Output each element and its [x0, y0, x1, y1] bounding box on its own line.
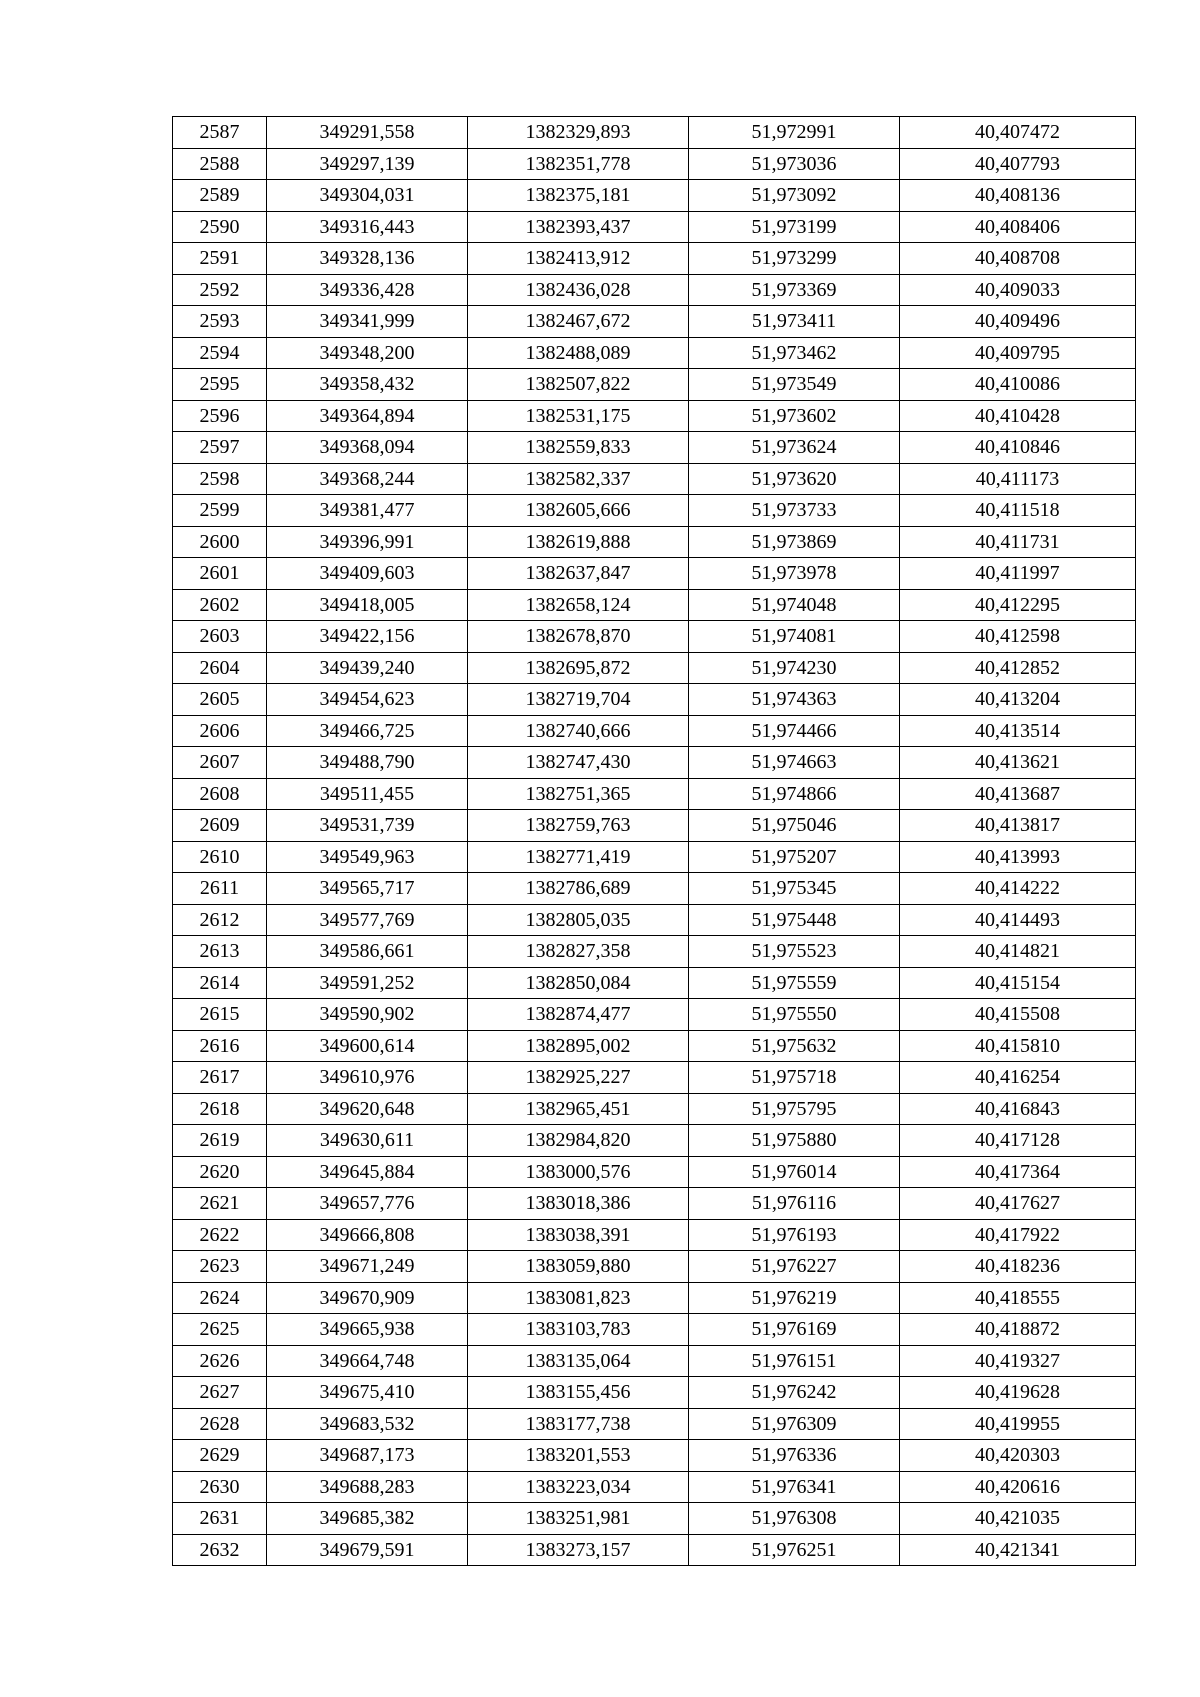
longitude-cell: 40,411731: [900, 526, 1136, 558]
table-row: [173, 369, 1136, 401]
point-number-cell: 2610: [173, 841, 267, 873]
y-coordinate-cell: 1382850,084: [468, 967, 689, 999]
table-row: [173, 180, 1136, 212]
latitude-cell: 51,976193: [689, 1219, 900, 1251]
table-row: [173, 778, 1136, 810]
latitude-cell: 51,973411: [689, 306, 900, 338]
point-number-cell: 2605: [173, 684, 267, 716]
latitude-cell: 51,973299: [689, 243, 900, 275]
y-coordinate-cell: 1382637,847: [468, 558, 689, 590]
table-row: [173, 495, 1136, 527]
point-number-cell: 2620: [173, 1156, 267, 1188]
y-coordinate-cell: 1382965,451: [468, 1093, 689, 1125]
longitude-cell: 40,415508: [900, 999, 1136, 1031]
y-coordinate-cell: 1382436,028: [468, 274, 689, 306]
longitude-cell: 40,414222: [900, 873, 1136, 905]
table-row: [173, 1125, 1136, 1157]
point-number-cell: 2609: [173, 810, 267, 842]
latitude-cell: 51,975718: [689, 1062, 900, 1094]
x-coordinate-cell: 349381,477: [267, 495, 468, 527]
y-coordinate-cell: 1382827,358: [468, 936, 689, 968]
latitude-cell: 51,976169: [689, 1314, 900, 1346]
longitude-cell: 40,409033: [900, 274, 1136, 306]
x-coordinate-cell: 349666,808: [267, 1219, 468, 1251]
longitude-cell: 40,417128: [900, 1125, 1136, 1157]
point-number-cell: 2598: [173, 463, 267, 495]
x-coordinate-cell: 349591,252: [267, 967, 468, 999]
longitude-cell: 40,409496: [900, 306, 1136, 338]
x-coordinate-cell: 349336,428: [267, 274, 468, 306]
latitude-cell: 51,974081: [689, 621, 900, 653]
table-row: [173, 1156, 1136, 1188]
x-coordinate-cell: 349670,909: [267, 1282, 468, 1314]
latitude-cell: 51,975207: [689, 841, 900, 873]
point-number-cell: 2594: [173, 337, 267, 369]
table-row: [173, 715, 1136, 747]
y-coordinate-cell: 1382619,888: [468, 526, 689, 558]
latitude-cell: 51,975795: [689, 1093, 900, 1125]
x-coordinate-cell: 349600,614: [267, 1030, 468, 1062]
longitude-cell: 40,421035: [900, 1503, 1136, 1535]
table-row: [173, 904, 1136, 936]
y-coordinate-cell: 1382351,778: [468, 148, 689, 180]
longitude-cell: 40,408136: [900, 180, 1136, 212]
x-coordinate-cell: 349586,661: [267, 936, 468, 968]
table-row: [173, 967, 1136, 999]
table-row: [173, 1282, 1136, 1314]
table-row: [173, 936, 1136, 968]
longitude-cell: 40,413514: [900, 715, 1136, 747]
x-coordinate-cell: 349368,094: [267, 432, 468, 464]
table-row: [173, 1093, 1136, 1125]
point-number-cell: 2628: [173, 1408, 267, 1440]
longitude-cell: 40,410428: [900, 400, 1136, 432]
latitude-cell: 51,974663: [689, 747, 900, 779]
latitude-cell: 51,973092: [689, 180, 900, 212]
latitude-cell: 51,976014: [689, 1156, 900, 1188]
point-number-cell: 2588: [173, 148, 267, 180]
longitude-cell: 40,414821: [900, 936, 1136, 968]
y-coordinate-cell: 1382605,666: [468, 495, 689, 527]
x-coordinate-cell: 349671,249: [267, 1251, 468, 1283]
longitude-cell: 40,408406: [900, 211, 1136, 243]
y-coordinate-cell: 1382488,089: [468, 337, 689, 369]
y-coordinate-cell: 1382771,419: [468, 841, 689, 873]
longitude-cell: 40,417364: [900, 1156, 1136, 1188]
x-coordinate-cell: 349439,240: [267, 652, 468, 684]
coordinates-table-body: [173, 117, 1136, 1566]
table-row: [173, 148, 1136, 180]
longitude-cell: 40,410846: [900, 432, 1136, 464]
y-coordinate-cell: 1383059,880: [468, 1251, 689, 1283]
x-coordinate-cell: 349664,748: [267, 1345, 468, 1377]
latitude-cell: 51,973602: [689, 400, 900, 432]
latitude-cell: 51,976219: [689, 1282, 900, 1314]
point-number-cell: 2611: [173, 873, 267, 905]
point-number-cell: 2615: [173, 999, 267, 1031]
latitude-cell: 51,975345: [689, 873, 900, 905]
point-number-cell: 2599: [173, 495, 267, 527]
y-coordinate-cell: 1383000,576: [468, 1156, 689, 1188]
y-coordinate-cell: 1383103,783: [468, 1314, 689, 1346]
table-row: [173, 117, 1136, 149]
y-coordinate-cell: 1382507,822: [468, 369, 689, 401]
latitude-cell: 51,973462: [689, 337, 900, 369]
latitude-cell: 51,974866: [689, 778, 900, 810]
latitude-cell: 51,973978: [689, 558, 900, 590]
y-coordinate-cell: 1382695,872: [468, 652, 689, 684]
x-coordinate-cell: 349418,005: [267, 589, 468, 621]
point-number-cell: 2613: [173, 936, 267, 968]
point-number-cell: 2625: [173, 1314, 267, 1346]
x-coordinate-cell: 349396,991: [267, 526, 468, 558]
y-coordinate-cell: 1383038,391: [468, 1219, 689, 1251]
latitude-cell: 51,975550: [689, 999, 900, 1031]
latitude-cell: 51,975046: [689, 810, 900, 842]
x-coordinate-cell: 349531,739: [267, 810, 468, 842]
point-number-cell: 2603: [173, 621, 267, 653]
y-coordinate-cell: 1383251,981: [468, 1503, 689, 1535]
longitude-cell: 40,413621: [900, 747, 1136, 779]
table-row: [173, 747, 1136, 779]
table-row: [173, 841, 1136, 873]
y-coordinate-cell: 1382925,227: [468, 1062, 689, 1094]
longitude-cell: 40,412852: [900, 652, 1136, 684]
point-number-cell: 2606: [173, 715, 267, 747]
point-number-cell: 2608: [173, 778, 267, 810]
y-coordinate-cell: 1383135,064: [468, 1345, 689, 1377]
x-coordinate-cell: 349565,717: [267, 873, 468, 905]
table-row: [173, 337, 1136, 369]
y-coordinate-cell: 1382786,689: [468, 873, 689, 905]
table-row: [173, 1188, 1136, 1220]
x-coordinate-cell: 349454,623: [267, 684, 468, 716]
y-coordinate-cell: 1382413,912: [468, 243, 689, 275]
y-coordinate-cell: 1382719,704: [468, 684, 689, 716]
latitude-cell: 51,976251: [689, 1534, 900, 1566]
x-coordinate-cell: 349665,938: [267, 1314, 468, 1346]
y-coordinate-cell: 1382559,833: [468, 432, 689, 464]
x-coordinate-cell: 349549,963: [267, 841, 468, 873]
x-coordinate-cell: 349577,769: [267, 904, 468, 936]
x-coordinate-cell: 349348,200: [267, 337, 468, 369]
point-number-cell: 2591: [173, 243, 267, 275]
longitude-cell: 40,418872: [900, 1314, 1136, 1346]
x-coordinate-cell: 349590,902: [267, 999, 468, 1031]
longitude-cell: 40,420303: [900, 1440, 1136, 1472]
point-number-cell: 2597: [173, 432, 267, 464]
y-coordinate-cell: 1383201,553: [468, 1440, 689, 1472]
longitude-cell: 40,410086: [900, 369, 1136, 401]
table-row: [173, 432, 1136, 464]
latitude-cell: 51,976341: [689, 1471, 900, 1503]
latitude-cell: 51,975880: [689, 1125, 900, 1157]
x-coordinate-cell: 349328,136: [267, 243, 468, 275]
x-coordinate-cell: 349688,283: [267, 1471, 468, 1503]
table-row: [173, 652, 1136, 684]
latitude-cell: 51,973369: [689, 274, 900, 306]
point-number-cell: 2626: [173, 1345, 267, 1377]
latitude-cell: 51,976116: [689, 1188, 900, 1220]
latitude-cell: 51,976309: [689, 1408, 900, 1440]
x-coordinate-cell: 349657,776: [267, 1188, 468, 1220]
table-row: [173, 1440, 1136, 1472]
x-coordinate-cell: 349291,558: [267, 117, 468, 149]
point-number-cell: 2622: [173, 1219, 267, 1251]
x-coordinate-cell: 349675,410: [267, 1377, 468, 1409]
table-row: [173, 1377, 1136, 1409]
point-number-cell: 2629: [173, 1440, 267, 1472]
longitude-cell: 40,413993: [900, 841, 1136, 873]
x-coordinate-cell: 349620,648: [267, 1093, 468, 1125]
x-coordinate-cell: 349610,976: [267, 1062, 468, 1094]
y-coordinate-cell: 1382467,672: [468, 306, 689, 338]
table-row: [173, 810, 1136, 842]
table-row: [173, 1030, 1136, 1062]
y-coordinate-cell: 1383081,823: [468, 1282, 689, 1314]
y-coordinate-cell: 1382329,893: [468, 117, 689, 149]
latitude-cell: 51,976227: [689, 1251, 900, 1283]
x-coordinate-cell: 349466,725: [267, 715, 468, 747]
longitude-cell: 40,419327: [900, 1345, 1136, 1377]
longitude-cell: 40,417922: [900, 1219, 1136, 1251]
y-coordinate-cell: 1383273,157: [468, 1534, 689, 1566]
longitude-cell: 40,416254: [900, 1062, 1136, 1094]
x-coordinate-cell: 349679,591: [267, 1534, 468, 1566]
x-coordinate-cell: 349341,999: [267, 306, 468, 338]
table-row: [173, 306, 1136, 338]
y-coordinate-cell: 1383223,034: [468, 1471, 689, 1503]
y-coordinate-cell: 1383018,386: [468, 1188, 689, 1220]
longitude-cell: 40,418555: [900, 1282, 1136, 1314]
table-row: [173, 589, 1136, 621]
table-row: [173, 274, 1136, 306]
y-coordinate-cell: 1382740,666: [468, 715, 689, 747]
x-coordinate-cell: 349358,432: [267, 369, 468, 401]
y-coordinate-cell: 1382393,437: [468, 211, 689, 243]
table-row: [173, 684, 1136, 716]
longitude-cell: 40,416843: [900, 1093, 1136, 1125]
x-coordinate-cell: 349685,382: [267, 1503, 468, 1535]
latitude-cell: 51,974048: [689, 589, 900, 621]
latitude-cell: 51,973199: [689, 211, 900, 243]
point-number-cell: 2619: [173, 1125, 267, 1157]
longitude-cell: 40,412598: [900, 621, 1136, 653]
table-row: [173, 1345, 1136, 1377]
table-row: [173, 1314, 1136, 1346]
longitude-cell: 40,407472: [900, 117, 1136, 149]
table-row: [173, 1408, 1136, 1440]
latitude-cell: 51,975448: [689, 904, 900, 936]
point-number-cell: 2602: [173, 589, 267, 621]
point-number-cell: 2614: [173, 967, 267, 999]
y-coordinate-cell: 1382678,870: [468, 621, 689, 653]
longitude-cell: 40,414493: [900, 904, 1136, 936]
longitude-cell: 40,411997: [900, 558, 1136, 590]
latitude-cell: 51,975523: [689, 936, 900, 968]
y-coordinate-cell: 1382895,002: [468, 1030, 689, 1062]
y-coordinate-cell: 1383155,456: [468, 1377, 689, 1409]
latitude-cell: 51,973620: [689, 463, 900, 495]
y-coordinate-cell: 1382747,430: [468, 747, 689, 779]
latitude-cell: 51,976242: [689, 1377, 900, 1409]
y-coordinate-cell: 1382658,124: [468, 589, 689, 621]
longitude-cell: 40,407793: [900, 148, 1136, 180]
y-coordinate-cell: 1382531,175: [468, 400, 689, 432]
x-coordinate-cell: 349687,173: [267, 1440, 468, 1472]
x-coordinate-cell: 349409,603: [267, 558, 468, 590]
table-row: [173, 211, 1136, 243]
point-number-cell: 2612: [173, 904, 267, 936]
y-coordinate-cell: 1382759,763: [468, 810, 689, 842]
longitude-cell: 40,411518: [900, 495, 1136, 527]
longitude-cell: 40,412295: [900, 589, 1136, 621]
x-coordinate-cell: 349304,031: [267, 180, 468, 212]
point-number-cell: 2596: [173, 400, 267, 432]
x-coordinate-cell: 349422,156: [267, 621, 468, 653]
table-row: [173, 400, 1136, 432]
table-row: [173, 1219, 1136, 1251]
x-coordinate-cell: 349364,894: [267, 400, 468, 432]
longitude-cell: 40,415154: [900, 967, 1136, 999]
point-number-cell: 2601: [173, 558, 267, 590]
latitude-cell: 51,976336: [689, 1440, 900, 1472]
table-row: [173, 873, 1136, 905]
point-number-cell: 2604: [173, 652, 267, 684]
latitude-cell: 51,973624: [689, 432, 900, 464]
latitude-cell: 51,974466: [689, 715, 900, 747]
y-coordinate-cell: 1382874,477: [468, 999, 689, 1031]
point-number-cell: 2618: [173, 1093, 267, 1125]
latitude-cell: 51,974230: [689, 652, 900, 684]
table-row: [173, 1062, 1136, 1094]
x-coordinate-cell: 349511,455: [267, 778, 468, 810]
table-row: [173, 243, 1136, 275]
point-number-cell: 2631: [173, 1503, 267, 1535]
x-coordinate-cell: 349488,790: [267, 747, 468, 779]
latitude-cell: 51,975632: [689, 1030, 900, 1062]
latitude-cell: 51,976308: [689, 1503, 900, 1535]
point-number-cell: 2616: [173, 1030, 267, 1062]
longitude-cell: 40,408708: [900, 243, 1136, 275]
coordinates-table: [172, 116, 1136, 1566]
x-coordinate-cell: 349297,139: [267, 148, 468, 180]
x-coordinate-cell: 349683,532: [267, 1408, 468, 1440]
latitude-cell: 51,973733: [689, 495, 900, 527]
x-coordinate-cell: 349316,443: [267, 211, 468, 243]
table-row: [173, 558, 1136, 590]
point-number-cell: 2623: [173, 1251, 267, 1283]
longitude-cell: 40,413687: [900, 778, 1136, 810]
y-coordinate-cell: 1382984,820: [468, 1125, 689, 1157]
longitude-cell: 40,415810: [900, 1030, 1136, 1062]
table-row: [173, 621, 1136, 653]
point-number-cell: 2593: [173, 306, 267, 338]
table-row: [173, 1503, 1136, 1535]
point-number-cell: 2592: [173, 274, 267, 306]
latitude-cell: 51,976151: [689, 1345, 900, 1377]
table-row: [173, 1534, 1136, 1566]
point-number-cell: 2600: [173, 526, 267, 558]
point-number-cell: 2627: [173, 1377, 267, 1409]
table-row: [173, 999, 1136, 1031]
latitude-cell: 51,973549: [689, 369, 900, 401]
longitude-cell: 40,420616: [900, 1471, 1136, 1503]
x-coordinate-cell: 349630,611: [267, 1125, 468, 1157]
longitude-cell: 40,413817: [900, 810, 1136, 842]
point-number-cell: 2607: [173, 747, 267, 779]
longitude-cell: 40,409795: [900, 337, 1136, 369]
longitude-cell: 40,421341: [900, 1534, 1136, 1566]
y-coordinate-cell: 1382375,181: [468, 180, 689, 212]
table-row: [173, 526, 1136, 558]
table-row: [173, 463, 1136, 495]
point-number-cell: 2630: [173, 1471, 267, 1503]
point-number-cell: 2587: [173, 117, 267, 149]
latitude-cell: 51,973869: [689, 526, 900, 558]
longitude-cell: 40,419955: [900, 1408, 1136, 1440]
longitude-cell: 40,411173: [900, 463, 1136, 495]
point-number-cell: 2595: [173, 369, 267, 401]
y-coordinate-cell: 1382805,035: [468, 904, 689, 936]
y-coordinate-cell: 1382582,337: [468, 463, 689, 495]
point-number-cell: 2617: [173, 1062, 267, 1094]
point-number-cell: 2590: [173, 211, 267, 243]
longitude-cell: 40,419628: [900, 1377, 1136, 1409]
longitude-cell: 40,418236: [900, 1251, 1136, 1283]
longitude-cell: 40,413204: [900, 684, 1136, 716]
x-coordinate-cell: 349645,884: [267, 1156, 468, 1188]
point-number-cell: 2632: [173, 1534, 267, 1566]
latitude-cell: 51,973036: [689, 148, 900, 180]
table-row: [173, 1471, 1136, 1503]
x-coordinate-cell: 349368,244: [267, 463, 468, 495]
point-number-cell: 2624: [173, 1282, 267, 1314]
y-coordinate-cell: 1383177,738: [468, 1408, 689, 1440]
latitude-cell: 51,975559: [689, 967, 900, 999]
point-number-cell: 2589: [173, 180, 267, 212]
latitude-cell: 51,974363: [689, 684, 900, 716]
y-coordinate-cell: 1382751,365: [468, 778, 689, 810]
latitude-cell: 51,972991: [689, 117, 900, 149]
table-row: [173, 1251, 1136, 1283]
longitude-cell: 40,417627: [900, 1188, 1136, 1220]
point-number-cell: 2621: [173, 1188, 267, 1220]
